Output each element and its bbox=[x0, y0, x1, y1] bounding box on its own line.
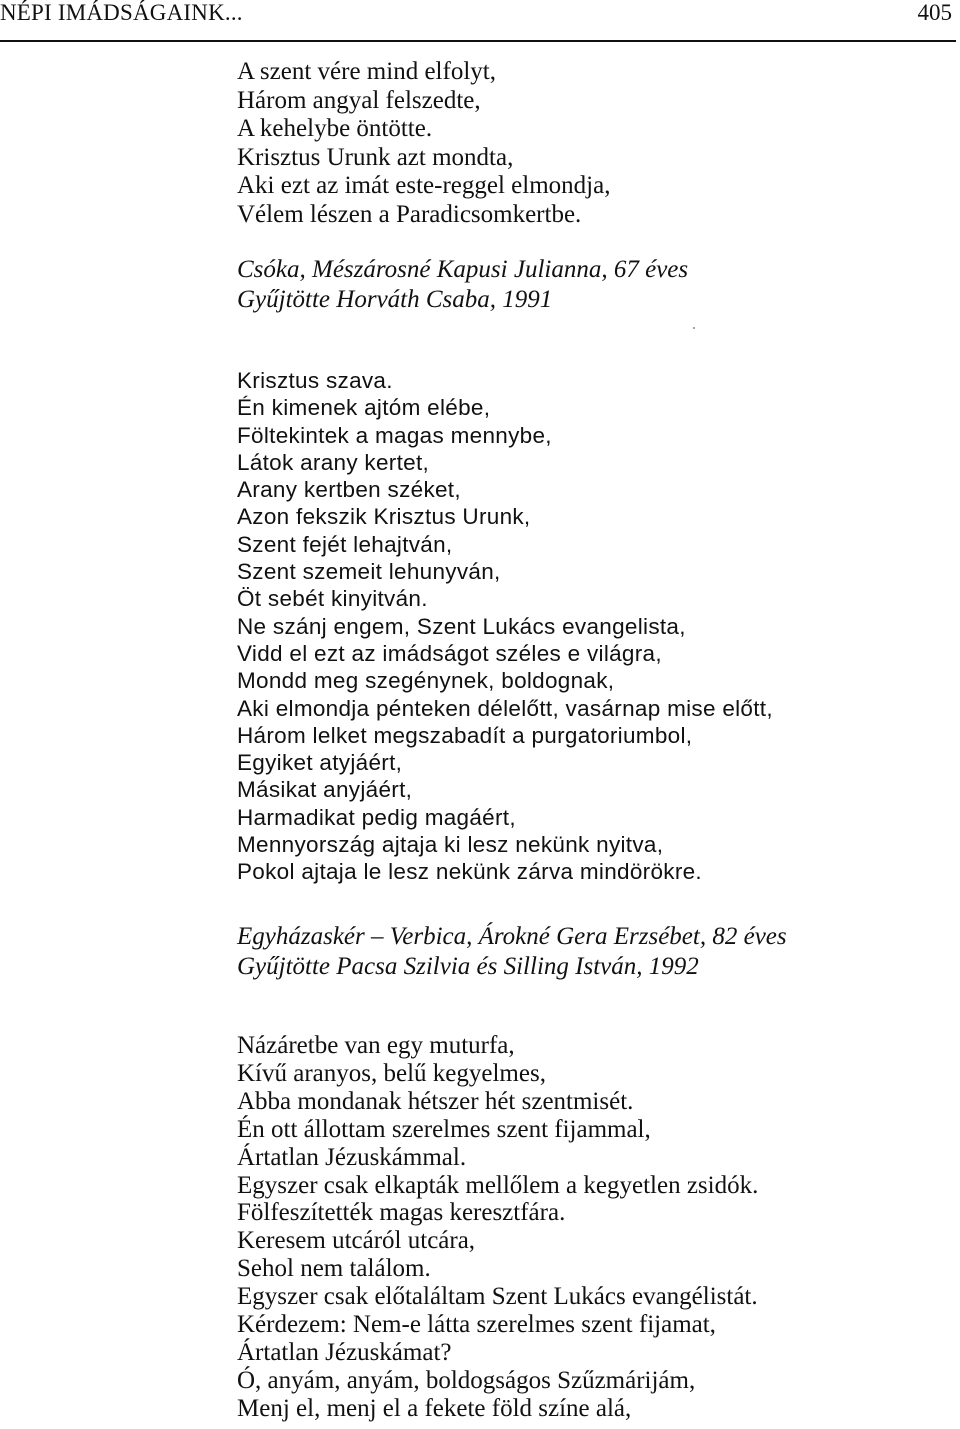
poem-line: Három angyal felszedte, bbox=[237, 86, 481, 114]
poem-line: Kívű aranyos, belű kegyelmes, bbox=[237, 1059, 546, 1087]
poem-line: Szent fejét lehajtván, bbox=[237, 531, 453, 557]
poem-line: Názáretbe van egy muturfa, bbox=[237, 1032, 515, 1059]
poem-line: Aki ezt az imát este-reggel elmondja, bbox=[237, 172, 611, 200]
poem-line: Ártatlan Jézuskámmal. bbox=[237, 1143, 467, 1171]
poem-3 bbox=[237, 1032, 758, 1423]
poem-line: Vélem lészen a Paradicsomkertbe. bbox=[237, 200, 582, 228]
poem-line: Mennyország ajtaja ki lesz nekünk nyitva, bbox=[237, 832, 664, 858]
poem-line: Arany kertben széket, bbox=[237, 477, 461, 503]
poem-line: Azon fekszik Krisztus Urunk, bbox=[237, 504, 531, 530]
poem-line: A szent vére mind elfolyt, bbox=[237, 58, 496, 85]
poem-line: Menj el, menj el a fekete föld színe alá, bbox=[237, 1394, 632, 1422]
attribution-1 bbox=[237, 255, 688, 315]
poem-line: Öt sebét kinyitván. bbox=[237, 586, 428, 612]
poem-line: Vidd el ezt az imádságot széles e világra, bbox=[237, 640, 662, 666]
poem-line: Másikat anyjáért, bbox=[237, 777, 413, 803]
poem-line: Kérdezem: Nem-e látta szerelmes szent fijamat, bbox=[237, 1311, 716, 1339]
poem-line: Krisztus Urunk azt mondta, bbox=[237, 143, 514, 171]
poem-line: Mondd meg szegénynek, boldognak, bbox=[237, 668, 615, 694]
poem-2 bbox=[237, 367, 773, 886]
poem-line: Ne szánj engem, Szent Lukács evangelista, bbox=[237, 613, 686, 639]
poem-line: Harmadikat pedig magáért, bbox=[237, 804, 516, 830]
running-header bbox=[0, 0, 956, 42]
attribution-2 bbox=[237, 922, 787, 982]
attribution-line: Csóka, Mészárosné Kapusi Julianna, 67 éves bbox=[237, 256, 689, 283]
poem-line: Aki elmondja pénteken délelőtt, vasárnap mise előtt, bbox=[237, 695, 773, 721]
attribution-line: Gyűjtötte Pacsa Szilvia és Silling István, 1992 bbox=[237, 953, 699, 980]
poem-line: Három lelket megszabadít a purgatoriumbol, bbox=[237, 722, 693, 748]
header-title: NÉPI IMÁDSÁGAINK... bbox=[0, 0, 243, 25]
poem-line: A kehelybe öntötte. bbox=[237, 115, 433, 143]
attribution-line: Egyházaskér – Verbica, Árokné Gera Erzsébet, 82 éves bbox=[237, 923, 787, 950]
poem-line: Krisztus szava. bbox=[237, 368, 393, 393]
print-speck bbox=[693, 327, 695, 329]
poem-line: Ártatlan Jézuskámat? bbox=[237, 1338, 452, 1366]
poem-line: Látok arany kertet, bbox=[237, 449, 430, 475]
poem-line: Abba mondanak hétszer hét szentmisét. bbox=[237, 1087, 634, 1115]
poem-line: Sehol nem találom. bbox=[237, 1255, 431, 1283]
poem-line: Én ott állottam szerelmes szent fijammal, bbox=[237, 1115, 651, 1143]
poem-line: Ó, anyám, anyám, boldogságos Szűzmárijám, bbox=[237, 1366, 696, 1394]
attribution-line: Gyűjtötte Horváth Csaba, 1991 bbox=[237, 286, 553, 313]
page-number: 405 bbox=[917, 0, 952, 25]
poem-line: Föltekintek a magas mennybe, bbox=[237, 422, 552, 448]
poem-line: Keresem utcáról utcára, bbox=[237, 1227, 476, 1255]
poem-1 bbox=[237, 58, 610, 230]
poem-line: Én kimenek ajtóm elébe, bbox=[237, 395, 491, 421]
poem-line: Egyszer csak előtaláltam Szent Lukács evangélistát. bbox=[237, 1283, 758, 1311]
poem-line: Szent szemeit lehunyván, bbox=[237, 559, 501, 585]
poem-line: Egyiket atyjáért, bbox=[237, 750, 403, 776]
poem-line: Pokol ajtaja le lesz nekünk zárva mindörökre. bbox=[237, 859, 702, 885]
poem-line: Fölfeszítették magas keresztfára. bbox=[237, 1199, 566, 1227]
poem-line: Egyszer csak elkapták mellőlem a kegyetlen zsidók. bbox=[237, 1171, 759, 1199]
